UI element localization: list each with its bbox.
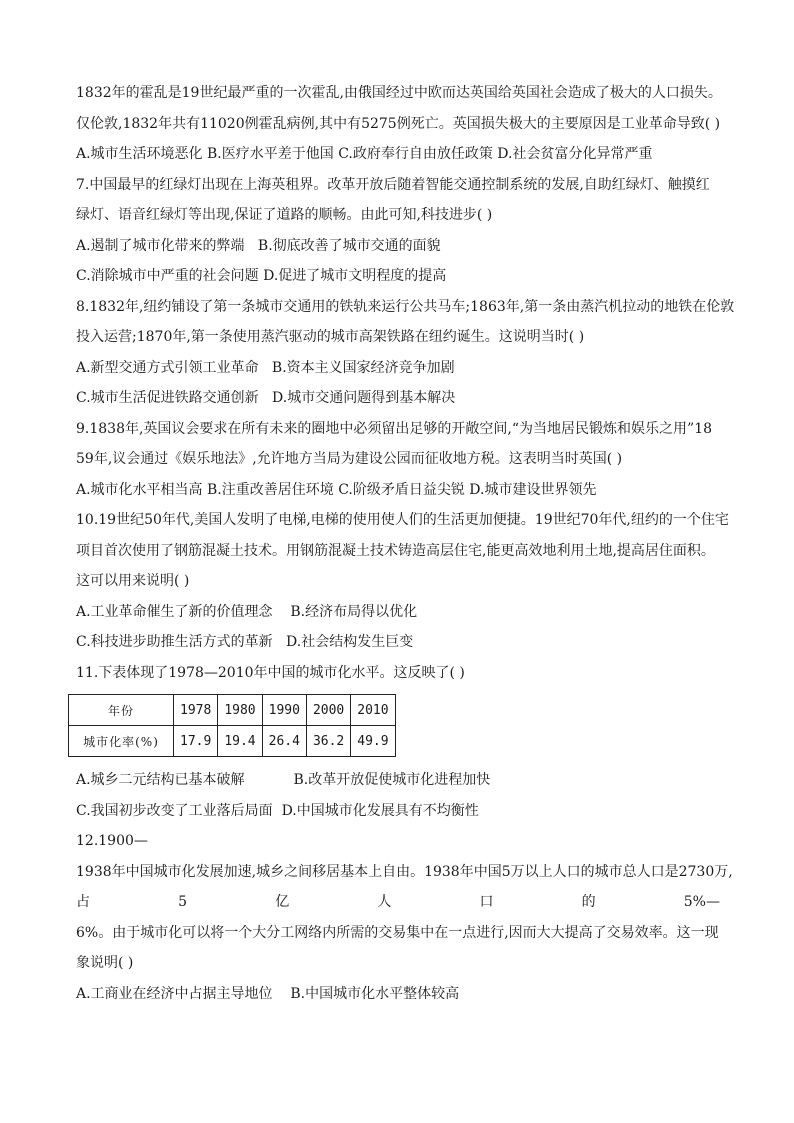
q12-word: 5: [178, 894, 188, 910]
table-header-rate: 城市化率(%): [69, 726, 174, 757]
q7-options-ab: [76, 231, 720, 262]
table-row-years: [69, 695, 396, 726]
q11-options-ab: [76, 765, 720, 796]
q7-option-c: C.消除城市中严重的社会问题: [76, 268, 259, 284]
q7-stem-line-1: 7.中国最早的红绿灯出现在上海英租界。改革开放后随着智能交通控制系统的发展,自助红绿灯、触摸红: [76, 176, 710, 193]
q7-option-b: B.彻底改善了城市交通的面貌: [257, 237, 441, 254]
q8-option-c: C.城市生活促进铁路交通创新: [76, 390, 259, 406]
q10-options-cd: [76, 627, 720, 658]
q6-stem-line-2: 仅伦敦,1832年共有11020例霍乱病例,其中有5275例死亡。英国损失极大的主要原因是工业革命导致( ): [76, 115, 721, 132]
q11-option-d: D.中国城市化发展具有不均衡性: [281, 802, 479, 819]
table-cell-year: 1978: [174, 695, 218, 726]
table-cell-rate: 17.9: [174, 726, 218, 757]
table-cell-year: 1990: [262, 695, 306, 726]
q10-options-ab: [76, 597, 720, 628]
q12-stem-line-1: 1938年中国城市化发展加速,城乡之间移居基本上自由。1938年中国5万以上人口的城市总人口是2730万,: [76, 863, 733, 880]
q8-options-cd: [76, 383, 720, 414]
exam-page: [76, 78, 735, 1009]
q9-options: A.城市化水平相当高 B.注重改善居住环境 C.阶级矛盾日益尖锐 D.城市建设世界领先: [76, 481, 597, 498]
q8-option-d: D.城市交通问题得到基本解决: [272, 390, 456, 406]
q6-stem-line-1: 1832年的霍乱是19世纪最严重的一次霍乱,由俄国经过中欧而达英国给英国社会造成了极大的人口损失。: [76, 85, 722, 101]
q10-stem-line-3: 这可以用来说明( ): [76, 573, 190, 589]
q9-stem-line-2: 59年,议会通过《娱乐地法》,允许地方当局为建设公园而征收地方税。这表明当时英国( ): [76, 451, 623, 467]
q12-stem-line-3: 6%。由于城市化可以将一个大分工网络内所需的交易集中在一点进行,因而大大提高了交易效率。这一现: [76, 924, 719, 941]
q12-options-ab: [76, 979, 720, 1010]
q12-stem-line-0: 12.1900—: [76, 833, 148, 849]
q8-option-a: A.新型交通方式引领工业革命: [76, 359, 259, 376]
q12-word: 占: [76, 894, 90, 910]
urbanization-table: [68, 694, 396, 757]
q11-option-b: B.改革开放促使城市化进程加快: [293, 772, 491, 788]
table-cell-year: 2010: [351, 695, 395, 726]
q11-stem: 11.下表体现了1978—2010年中国的城市化水平。这反映了( ): [76, 664, 465, 681]
q10-option-d: D.社会结构发生巨变: [286, 634, 414, 650]
q7-stem-line-2: 绿灯、语音红绿灯等出现,保证了道路的顺畅。由此可知,科技进步( ): [76, 207, 493, 223]
q8-stem-line-2: 投入运营;1870年,第一条使用蒸汽驱动的城市高架铁路在纽约诞生。这说明当时( ): [76, 329, 585, 345]
q12-stem-line-2: [76, 887, 720, 918]
q6-options: A.城市生活环境恶化 B.医疗水平差于他国 C.政府奉行自由放任政策 D.社会贫富分化异常严重: [76, 146, 653, 162]
table-cell-rate: 49.9: [351, 726, 395, 757]
q7-option-d: D.促进了城市文明程度的提高: [263, 268, 447, 284]
table-cell-year: 2000: [306, 695, 350, 726]
q12-word: 亿: [275, 894, 290, 910]
table-cell-rate: 36.2: [306, 726, 350, 757]
table-cell-rate: 26.4: [262, 726, 306, 757]
q11-option-a: A.城乡二元结构已基本破解: [76, 772, 245, 788]
q12-stem-line-4: 象说明( ): [76, 955, 134, 971]
q8-stem-line-1: 8.1832年,纽约铺设了第一条城市交通用的铁轨来运行公共马车;1863年,第一条由蒸汽机拉动的地铁在伦敦: [76, 298, 735, 315]
q11-options-cd: [76, 796, 720, 827]
q11-option-c: C.我国初步改变了工业落后局面: [76, 802, 273, 819]
q9-stem-line-1: 9.1838年,英国议会要求在所有未来的圈地中必须留出足够的开敞空间,“为当地居民锻炼和娱乐之用”18: [76, 420, 713, 437]
q10-option-a: A.工业革命催生了新的价值理念: [76, 603, 273, 620]
q12-word: 人: [377, 894, 392, 910]
table-header-year: 年份: [69, 695, 174, 726]
q12-word: 5%—: [683, 894, 720, 910]
q10-option-b: B.经济布局得以优化: [290, 603, 418, 620]
q7-option-a: A.遏制了城市化带来的弊端: [76, 237, 245, 254]
q12-word: 的: [581, 894, 596, 910]
q10-stem-line-1: 10.19世纪50年代,美国人发明了电梯,电梯的使用使人们的生活更加便捷。19世纪70年代,纽约的一个住宅: [76, 512, 729, 528]
q8-option-b: B.资本主义国家经济竞争加剧: [271, 359, 455, 376]
q12-word: 口: [479, 894, 494, 910]
table-cell-rate: 19.4: [218, 726, 262, 757]
q10-stem-line-2: 项目首次使用了钢筋混凝土技术。用钢筋混凝土技术铸造高层住宅,能更高效地利用土地,提高居住面积。: [76, 542, 715, 559]
q8-options-ab: [76, 353, 720, 384]
table-cell-year: 1980: [218, 695, 262, 726]
q10-option-c: C.科技进步助推生活方式的革新: [76, 634, 273, 650]
table-row-rates: [69, 726, 396, 757]
q12-option-b: B.中国城市化水平整体较高: [290, 985, 460, 1002]
q12-option-a: A.工商业在经济中占据主导地位: [76, 985, 273, 1002]
q7-options-cd: [76, 261, 720, 292]
